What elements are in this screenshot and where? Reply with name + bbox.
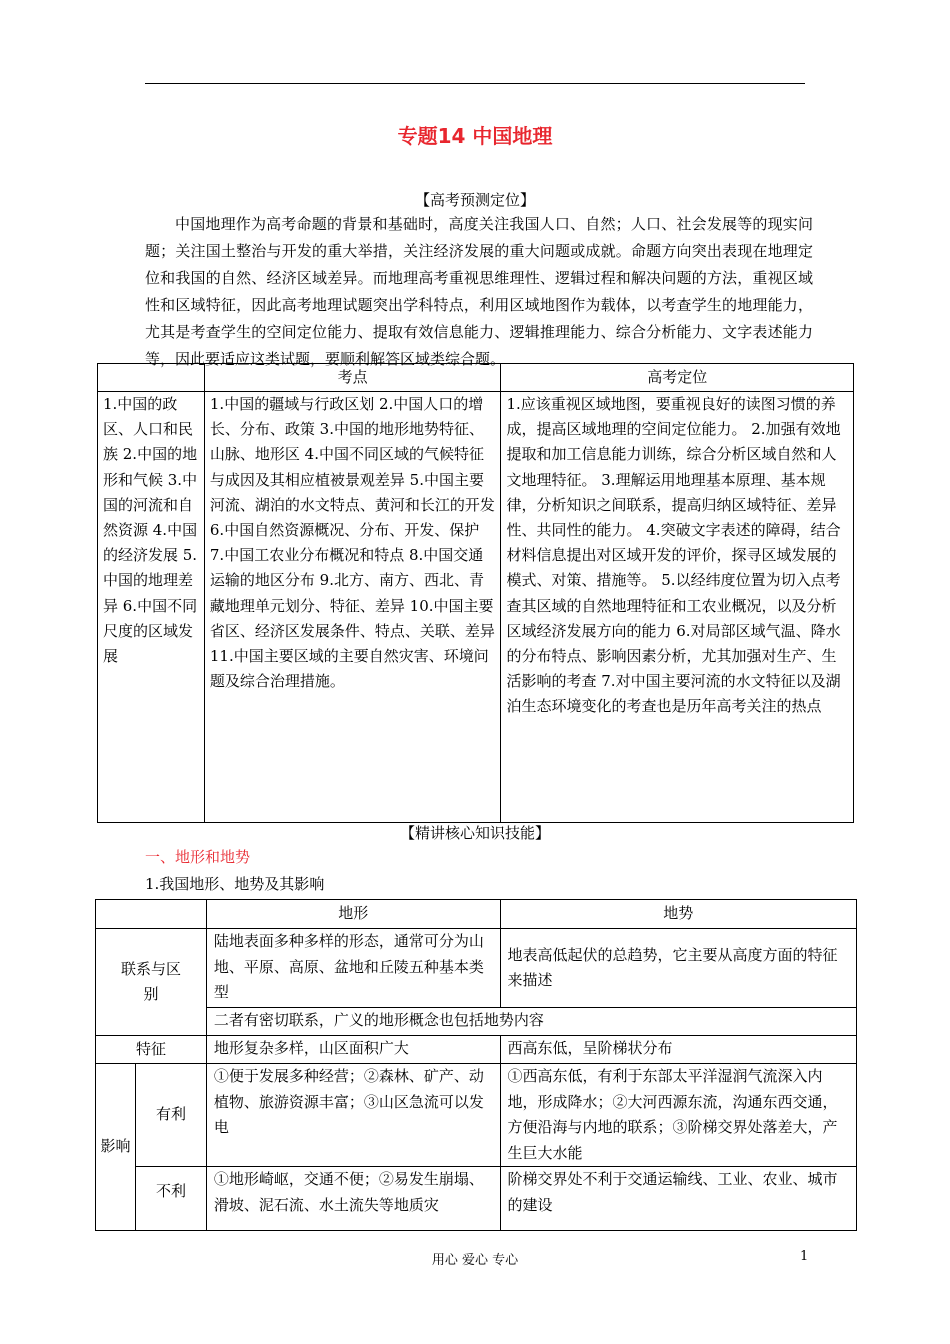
header-cell-empty bbox=[96, 900, 207, 929]
header-cell-positioning: 高考定位 bbox=[501, 364, 854, 392]
table-row bbox=[96, 1167, 857, 1231]
page-title: 专题14 中国地理 bbox=[397, 124, 553, 148]
unfavorable-label: 不利 bbox=[135, 1167, 206, 1231]
favorable-terrain-cell: ①便于发展多种经营；②森林、矿产、动植物、旅游资源丰富；③山区急流可以发电 bbox=[206, 1064, 500, 1167]
header-cell-trend: 地势 bbox=[500, 900, 857, 929]
topics-cell: 1.中国的政区、人口和民族 2.中国的地形和气候 3.中国的河流和自然资源 4.中国的经济发展 5.中国的地理差异 6.中国不同尺度的区域发展 bbox=[98, 392, 205, 823]
footer-text: 用心 爱心 专心 bbox=[431, 1253, 519, 1268]
table-row bbox=[98, 392, 854, 823]
table-row bbox=[96, 1036, 857, 1064]
table-header-row bbox=[96, 900, 857, 929]
favorable-label: 有利 bbox=[135, 1064, 206, 1167]
exam-points-table bbox=[97, 363, 854, 823]
feature-terrain-cell: 地形复杂多样，山区面积广大 bbox=[206, 1036, 500, 1064]
relation-label-text: 联系与区别 bbox=[120, 959, 181, 1003]
feature-label: 特征 bbox=[96, 1036, 207, 1064]
table-row bbox=[96, 1008, 857, 1036]
feature-trend-cell: 西高东低，呈阶梯状分布 bbox=[500, 1036, 857, 1064]
terrain-table bbox=[95, 899, 857, 1231]
intro-paragraph: 中国地理作为高考命题的背景和基础时，高度关注我国人口、自然；人口、社会发展等的现实问题；关注国土整治与开发的重大举措，关注经济发展的重大问题或成就。命题方向突出表现在地理定位和我国的自然、经济区域差异。而地理高考重视思维理性、逻辑过程和解决问题的方法，重视区域性和区域特征，因此高考地理试题突出学科特点，利用区域地图作为载体，以考查学生的地理能力，尤其是考查学生的空间定位能力、提取有效信息能力、逻辑推理能力、综合分析能力、文字表述能力等，因此要适应这类试题，要顺利解答区域类综合题。 bbox=[145, 215, 813, 368]
relation-trend-cell: 地表高低起伏的总趋势，它主要从高度方面的特征来描述 bbox=[500, 929, 857, 1008]
relation-label bbox=[96, 929, 207, 1036]
section-heading-core: 【精讲核心知识技能】 bbox=[399, 824, 550, 842]
unfavorable-terrain-cell: ①地形崎岖，交通不便；②易发生崩塌、滑坡、泥石流、水土流失等地质灾 bbox=[206, 1167, 500, 1231]
relation-common-cell: 二者有密切联系，广义的地形概念也包括地势内容 bbox=[206, 1008, 856, 1036]
impact-label: 影响 bbox=[96, 1064, 136, 1231]
unfavorable-trend-cell: 阶梯交界处不利于交通运输线、工业、农业、城市的建设 bbox=[500, 1167, 857, 1231]
header-cell-points: 考点 bbox=[204, 364, 501, 392]
page-number: 1 bbox=[800, 1249, 809, 1264]
positioning-cell: 1.应该重视区域地图，要重视良好的读图习惯的养成，提高区域地理的空间定位能力。 2.加强有效地提取和加工信息能力训练，综合分析区域自然和人文地理特征。 3.理解运用地理基本原理、基本规律，分析知识之间联系，提高归纳区域特征、差异性、共同性的能力。 4.突破文字表述的障碍，结合材料信息提出对区域开发的评价，探寻区域发展的模式、对策、措施等。 5.以经纬度位置为切入点考查其区域的自然地理特征和工农业概况，以及分析区域经济发展方向的能力 6.对局部区域气温、降水的分布特点、影响因素分析，尤其加强对生产、生活影响的考查 7.对中国主要河流的水文特征以及湖泊生态环境变化的考查也是历年高考关注的热点 bbox=[501, 392, 854, 823]
section-subheading: 一、地形和地势 bbox=[145, 848, 251, 866]
header-rule bbox=[145, 83, 805, 84]
table-row bbox=[96, 929, 857, 1008]
relation-terrain-cell: 陆地表面多种多样的形态，通常可分为山地、平原、高原、盆地和丘陵五种基本类型 bbox=[206, 929, 500, 1008]
favorable-trend-cell: ①西高东低，有利于东部太平洋湿润气流深入内地，形成降水；②大河西源东流，沟通东西交通，方便沿海与内地的联系；③阶梯交界处落差大，产生巨大水能 bbox=[500, 1064, 857, 1167]
points-cell: 1.中国的疆域与行政区划 2.中国人口的增长、分布、政策 3.中国的地形地势特征、山脉、地形区 4.中国不同区域的气候特征与成因及其相应植被景观差异 5.中国主要河流、湖泊的水文特点、黄河和长江的开发 6.中国自然资源概况、分布、开发、保护 7.中国工农业分布概况和特点 8.中国交通运输的地区分布 9.北方、南方、西北、青藏地理单元划分、特征、差异 10.中国主要省区、经济区发展条件、特点、关联、差异 11.中国主要区域的主要自然灾害、环境问题及综合治理措施。 bbox=[204, 392, 501, 823]
header-cell-empty bbox=[98, 364, 205, 392]
section-heading-prediction: 【高考预测定位】 bbox=[414, 191, 535, 209]
item-heading: 1.我国地形、地势及其影响 bbox=[145, 875, 325, 893]
table-row bbox=[96, 1064, 857, 1167]
header-cell-terrain: 地形 bbox=[206, 900, 500, 929]
table-header-row bbox=[98, 364, 854, 392]
